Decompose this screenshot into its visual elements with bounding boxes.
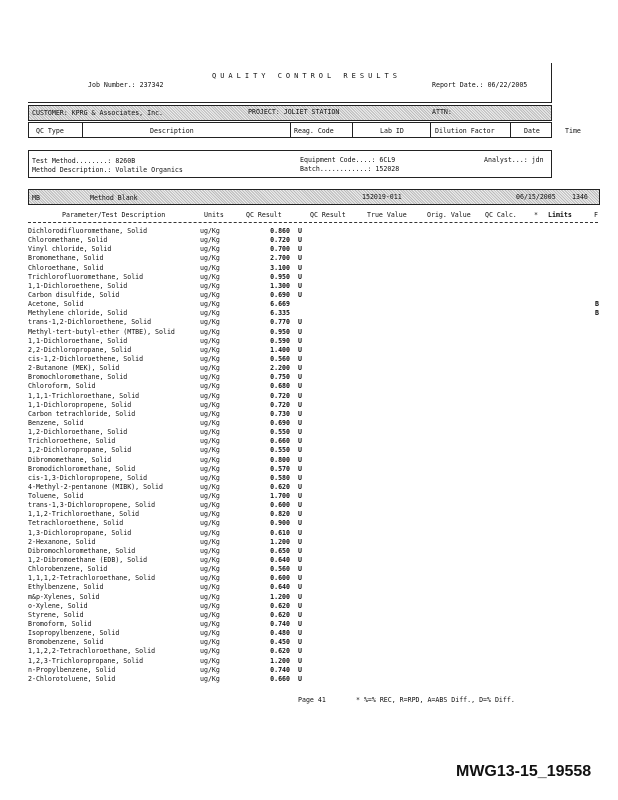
lab-id: 152019-011 (362, 193, 402, 201)
units: ug/Kg (200, 473, 220, 482)
parameter-name: Tetrachloroethene, Solid (28, 519, 124, 528)
qualifier: U (298, 254, 302, 263)
qc-result: 0.620 (270, 610, 290, 619)
date-header: Date (524, 127, 540, 135)
table-row (28, 593, 588, 602)
units: ug/Kg (200, 592, 220, 601)
parameter-name: Methylene chloride, Solid (28, 309, 128, 318)
attn: ATTN: (432, 108, 452, 116)
parameter-name: 1,3-Dichloropropane, Solid (28, 528, 132, 537)
qc-result: 0.640 (270, 583, 290, 592)
units: ug/Kg (200, 382, 220, 391)
table-row (28, 556, 588, 565)
parameter-name: Bromochloromethane, Solid (28, 373, 128, 382)
col-units: Units (204, 211, 224, 219)
table-row (28, 254, 588, 263)
qualifier: U (298, 629, 302, 638)
units: ug/Kg (200, 263, 220, 272)
qualifier: U (298, 528, 302, 537)
parameter-name: 1,1-Dichloroethene, Solid (28, 281, 128, 290)
table-row (28, 328, 588, 337)
table-row (28, 675, 588, 684)
parameter-name: Bromodichloromethane, Solid (28, 464, 136, 473)
units: ug/Kg (200, 327, 220, 336)
units: ug/Kg (200, 647, 220, 656)
units: ug/Kg (200, 373, 220, 382)
qc-result: 0.570 (270, 464, 290, 473)
qc-result: 0.750 (270, 373, 290, 382)
qc-result: 0.740 (270, 620, 290, 629)
table-row (28, 583, 588, 592)
units: ug/Kg (200, 290, 220, 299)
table-row (28, 236, 588, 245)
parameter-name: Chloroform, Solid (28, 382, 96, 391)
col-true-value: True Value (367, 211, 407, 219)
qc-result: 0.950 (270, 272, 290, 281)
table-row (28, 355, 588, 364)
parameter-name: trans-1,2-Dichloroethene, Solid (28, 318, 152, 327)
qualifier: U (298, 263, 302, 272)
qc-result: 0.650 (270, 546, 290, 555)
units: ug/Kg (200, 492, 220, 501)
parameter-name: 2-Hexanone, Solid (28, 537, 96, 546)
parameter-name: 1,2-Dichloroethane, Solid (28, 428, 128, 437)
project: PROJECT: JOLIET STATION (248, 108, 340, 116)
qualifier: U (298, 592, 302, 601)
col-parameter: Parameter/Test Description (62, 211, 166, 219)
flag: B (595, 300, 599, 309)
table-row (28, 547, 588, 556)
divider (352, 122, 353, 138)
job-number: Job Number.: 237342 (88, 81, 164, 89)
table-row (28, 465, 588, 474)
col-star: * (534, 211, 538, 219)
qualifier: U (298, 492, 302, 501)
table-row (28, 227, 588, 236)
qc-result: 0.600 (270, 574, 290, 583)
units: ug/Kg (200, 665, 220, 674)
qc-result: 0.740 (270, 665, 290, 674)
col-flag: F (594, 211, 598, 219)
parameter-name: 2-Butanone (MEK), Solid (28, 364, 120, 373)
parameter-name: 1,1-Dichloroethane, Solid (28, 336, 128, 345)
units: ug/Kg (200, 537, 220, 546)
parameter-name: n-Propylbenzene, Solid (28, 665, 116, 674)
parameter-name: cis-1,3-Dichloropropene, Solid (28, 473, 148, 482)
parameter-name: 2-Chlorotoluene, Solid (28, 674, 116, 683)
table-row (28, 273, 588, 282)
units: ug/Kg (200, 345, 220, 354)
table-row (28, 309, 599, 318)
qualifier: U (298, 647, 302, 656)
table-row (28, 300, 599, 309)
units: ug/Kg (200, 674, 220, 683)
units: ug/Kg (200, 428, 220, 437)
qc-result: 1.300 (270, 281, 290, 290)
qc-result: 0.720 (270, 236, 290, 245)
qc-result: 1.200 (270, 656, 290, 665)
table-row (28, 565, 588, 574)
qualifier: U (298, 437, 302, 446)
table-row (28, 647, 588, 656)
parameter-name: Styrene, Solid (28, 610, 84, 619)
units: ug/Kg (200, 409, 220, 418)
qualifier: U (298, 281, 302, 290)
table-row (28, 638, 588, 647)
units: ug/Kg (200, 620, 220, 629)
table-row (28, 446, 588, 455)
units: ug/Kg (200, 601, 220, 610)
units: ug/Kg (200, 510, 220, 519)
qc-result: 3.100 (270, 263, 290, 272)
qc-result: 0.590 (270, 336, 290, 345)
units: ug/Kg (200, 482, 220, 491)
units: ug/Kg (200, 446, 220, 455)
table-row (28, 401, 588, 410)
qualifier: U (298, 382, 302, 391)
qualifier: U (298, 245, 302, 254)
units: ug/Kg (200, 364, 220, 373)
qualifier: U (298, 583, 302, 592)
parameter-name: Vinyl chloride, Solid (28, 245, 112, 254)
parameter-name: Ethylbenzene, Solid (28, 583, 104, 592)
qc-result: 0.620 (270, 647, 290, 656)
qc-result: 0.730 (270, 409, 290, 418)
qualifier: U (298, 556, 302, 565)
qualifier: U (298, 364, 302, 373)
parameter-name: 1,1-Dichloropropene, Solid (28, 400, 132, 409)
qualifier: U (298, 473, 302, 482)
qc-result: 0.690 (270, 290, 290, 299)
col-limits: Limits (548, 211, 572, 219)
units: ug/Kg (200, 583, 220, 592)
qc-result: 0.560 (270, 354, 290, 363)
qualifier: U (298, 418, 302, 427)
report-date: Report Date.: 06/22/2005 (432, 81, 528, 89)
method-description: Method Description.: Volatile Organics (32, 166, 183, 174)
qc-result: 0.660 (270, 674, 290, 683)
table-row (28, 337, 588, 346)
qc-result: 0.550 (270, 428, 290, 437)
units: ug/Kg (200, 391, 220, 400)
table-row (28, 364, 588, 373)
parameter-name: Acetone, Solid (28, 300, 84, 309)
units: ug/Kg (200, 300, 220, 309)
units: ug/Kg (200, 272, 220, 281)
table-row (28, 373, 588, 382)
flag: B (595, 309, 599, 318)
parameter-name: 2,2-Dichloropropane, Solid (28, 345, 132, 354)
parameter-name: m&p-Xylenes, Solid (28, 592, 100, 601)
table-row (28, 574, 588, 583)
document-id: MWG13-15_19558 (456, 763, 592, 780)
parameter-name: Methyl-tert-butyl-ether (MTBE), Solid (28, 327, 175, 336)
qualifier: U (298, 601, 302, 610)
table-row (28, 657, 588, 666)
qualifier: U (298, 574, 302, 583)
qc-result: 1.700 (270, 492, 290, 501)
qc-date: 06/15/2005 (516, 193, 556, 201)
qc-result: 1.200 (270, 592, 290, 601)
header-underline (28, 222, 598, 223)
table-row (28, 519, 588, 528)
qualifier: U (298, 391, 302, 400)
qualifier: U (298, 482, 302, 491)
col-qc-result-1: QC Result (246, 211, 282, 219)
qc-result: 0.720 (270, 400, 290, 409)
qualifier: U (298, 674, 302, 683)
parameter-name: trans-1,3-Dichloropropene, Solid (28, 501, 156, 510)
table-row (28, 602, 588, 611)
table-row (28, 437, 588, 446)
qc-result: 0.610 (270, 528, 290, 537)
qc-result: 0.480 (270, 629, 290, 638)
table-row (28, 456, 588, 465)
qc-result: 0.620 (270, 482, 290, 491)
qualifier: U (298, 236, 302, 245)
qc-result: 0.700 (270, 245, 290, 254)
units: ug/Kg (200, 245, 220, 254)
qc-result: 2.200 (270, 364, 290, 373)
units: ug/Kg (200, 400, 220, 409)
table-row (28, 501, 588, 510)
divider (82, 122, 83, 138)
units: ug/Kg (200, 254, 220, 263)
parameter-name: Carbon tetrachloride, Solid (28, 409, 136, 418)
parameter-name: 1,2-Dichloropropane, Solid (28, 446, 132, 455)
units: ug/Kg (200, 227, 220, 235)
qualifier: U (298, 565, 302, 574)
parameter-name: 1,1,1,2-Tetrachloroethane, Solid (28, 574, 156, 583)
table-row (28, 611, 588, 620)
qualifier: U (298, 345, 302, 354)
description-header: Description (150, 127, 194, 135)
legend: * %=% REC, R=RPD, A=ABS Diff., D=% Diff. (356, 696, 515, 704)
units: ug/Kg (200, 574, 220, 583)
parameter-name: 4-Methyl-2-pentanone (MIBK), Solid (28, 482, 163, 491)
table-row (28, 666, 588, 675)
qualifier: U (298, 610, 302, 619)
table-row (28, 483, 588, 492)
units: ug/Kg (200, 318, 220, 327)
qc-result: 0.720 (270, 391, 290, 400)
units: ug/Kg (200, 418, 220, 427)
parameter-name: Toluene, Solid (28, 492, 84, 501)
qc-result: 0.450 (270, 638, 290, 647)
qc-result: 0.550 (270, 446, 290, 455)
qc-result: 0.900 (270, 519, 290, 528)
qualifier: U (298, 327, 302, 336)
parameter-name: Bromobenzene, Solid (28, 638, 104, 647)
qualifier: U (298, 354, 302, 363)
qualifier: U (298, 510, 302, 519)
qualifier: U (298, 318, 302, 327)
parameter-name: 1,1,2-Trichloroethane, Solid (28, 510, 140, 519)
qualifier: U (298, 519, 302, 528)
table-row (28, 346, 588, 355)
table-row (28, 510, 588, 519)
units: ug/Kg (200, 354, 220, 363)
units: ug/Kg (200, 281, 220, 290)
analyst: Analyst...: jdn (484, 156, 544, 164)
parameter-name: Dibromomethane, Solid (28, 455, 112, 464)
qualifier: U (298, 546, 302, 555)
qc-description: Method Blank (90, 194, 138, 202)
table-row (28, 529, 588, 538)
qualifier: U (298, 446, 302, 455)
table-row (28, 245, 588, 254)
qc-result: 0.860 (270, 227, 290, 235)
parameter-name: Chlorobenzene, Solid (28, 565, 108, 574)
qc-result: 0.680 (270, 382, 290, 391)
test-method: Test Method........: 8260B (32, 157, 136, 165)
qc-result: 0.600 (270, 501, 290, 510)
divider (290, 122, 291, 138)
table-row (28, 392, 588, 401)
qc-result: 6.335 (270, 309, 290, 318)
qc-result: 0.820 (270, 510, 290, 519)
qualifier: U (298, 455, 302, 464)
parameter-name: Bromoform, Solid (28, 620, 92, 629)
units: ug/Kg (200, 528, 220, 537)
qualifier: U (298, 464, 302, 473)
table-row (28, 291, 588, 300)
qualifier: U (298, 336, 302, 345)
qc-result: 1.400 (270, 345, 290, 354)
qc-result: 1.200 (270, 537, 290, 546)
reag-code-header: Reag. Code (294, 127, 334, 135)
batch: Batch............: 152028 (300, 165, 400, 173)
qc-result: 0.620 (270, 601, 290, 610)
col-qc-calc: QC Calc. (485, 211, 517, 219)
table-row (28, 620, 588, 629)
qualifier: U (298, 227, 302, 235)
table-row (28, 419, 588, 428)
table-row (28, 410, 588, 419)
units: ug/Kg (200, 236, 220, 245)
parameter-name: Bromomethane, Solid (28, 254, 104, 263)
parameter-name: 1,1,2,2-Tetrachloroethane, Solid (28, 647, 156, 656)
units: ug/Kg (200, 455, 220, 464)
qc-result: 0.950 (270, 327, 290, 336)
qc-result: 0.690 (270, 418, 290, 427)
qc-result: 0.660 (270, 437, 290, 446)
col-orig-value: Orig. Value (427, 211, 471, 219)
qc-result: 0.770 (270, 318, 290, 327)
parameter-name: 1,2-Dibromoethane (EDB), Solid (28, 556, 148, 565)
qc-result: 0.580 (270, 473, 290, 482)
qualifier: U (298, 620, 302, 629)
qc-result: 2.700 (270, 254, 290, 263)
dilution-factor-header: Dilution Factor (435, 127, 495, 135)
parameter-name: o-Xylene, Solid (28, 601, 88, 610)
qualifier: U (298, 501, 302, 510)
divider (430, 122, 431, 138)
qc-type-header: QC Type (36, 127, 64, 135)
table-row (28, 629, 588, 638)
qualifier: U (298, 537, 302, 546)
units: ug/Kg (200, 556, 220, 565)
table-row (28, 492, 588, 501)
qualifier: U (298, 428, 302, 437)
parameter-name: Dichlorodifluoromethane, Solid (28, 227, 148, 235)
qualifier: U (298, 656, 302, 665)
table-row (28, 474, 588, 483)
units: ug/Kg (200, 336, 220, 345)
units: ug/Kg (200, 656, 220, 665)
time-header: Time (565, 127, 581, 135)
qualifier: U (298, 400, 302, 409)
qualifier: U (298, 373, 302, 382)
qc-result: 0.640 (270, 556, 290, 565)
units: ug/Kg (200, 546, 220, 555)
units: ug/Kg (200, 464, 220, 473)
qualifier: U (298, 272, 302, 281)
qc-result: 0.800 (270, 455, 290, 464)
qc-result: 6.669 (270, 300, 290, 309)
equipment-code: Equipment Code....: 6CL9 (300, 156, 396, 164)
table-row (28, 264, 588, 273)
parameter-name: Trichloroethene, Solid (28, 437, 116, 446)
divider (510, 122, 511, 138)
units: ug/Kg (200, 610, 220, 619)
table-row (28, 282, 588, 291)
parameter-name: cis-1,2-Dichloroethene, Solid (28, 354, 144, 363)
col-qc-result-2: QC Result (310, 211, 346, 219)
table-row (28, 382, 588, 391)
report-title: QUALITY CONTROL RESULTS (212, 72, 401, 80)
units: ug/Kg (200, 638, 220, 647)
qualifier: U (298, 290, 302, 299)
units: ug/Kg (200, 519, 220, 528)
customer: CUSTOMER: KPRG & Associates, Inc. (32, 109, 164, 117)
qc-time: 1346 (572, 193, 588, 201)
qualifier: U (298, 638, 302, 647)
parameter-name: Chloromethane, Solid (28, 236, 108, 245)
lab-id-header: Lab ID (380, 127, 404, 135)
units: ug/Kg (200, 501, 220, 510)
table-row (28, 318, 588, 327)
units: ug/Kg (200, 309, 220, 318)
parameter-name: Isopropylbenzene, Solid (28, 629, 120, 638)
table-row (28, 538, 588, 547)
parameter-name: Chloroethane, Solid (28, 263, 104, 272)
units: ug/Kg (200, 565, 220, 574)
table-row (28, 428, 588, 437)
qc-result: 0.560 (270, 565, 290, 574)
parameter-name: Carbon disulfide, Solid (28, 290, 120, 299)
parameter-name: Benzene, Solid (28, 418, 84, 427)
qualifier: U (298, 665, 302, 674)
qualifier: U (298, 409, 302, 418)
parameter-name: Trichlorofluoromethane, Solid (28, 272, 144, 281)
qc-type: MB (32, 194, 40, 202)
page-number: Page 41 (298, 696, 326, 704)
parameter-name: Dibromochloromethane, Solid (28, 546, 136, 555)
parameter-name: 1,2,3-Trichloropropane, Solid (28, 656, 144, 665)
parameter-name: 1,1,1-Trichloroethane, Solid (28, 391, 140, 400)
units: ug/Kg (200, 629, 220, 638)
units: ug/Kg (200, 437, 220, 446)
